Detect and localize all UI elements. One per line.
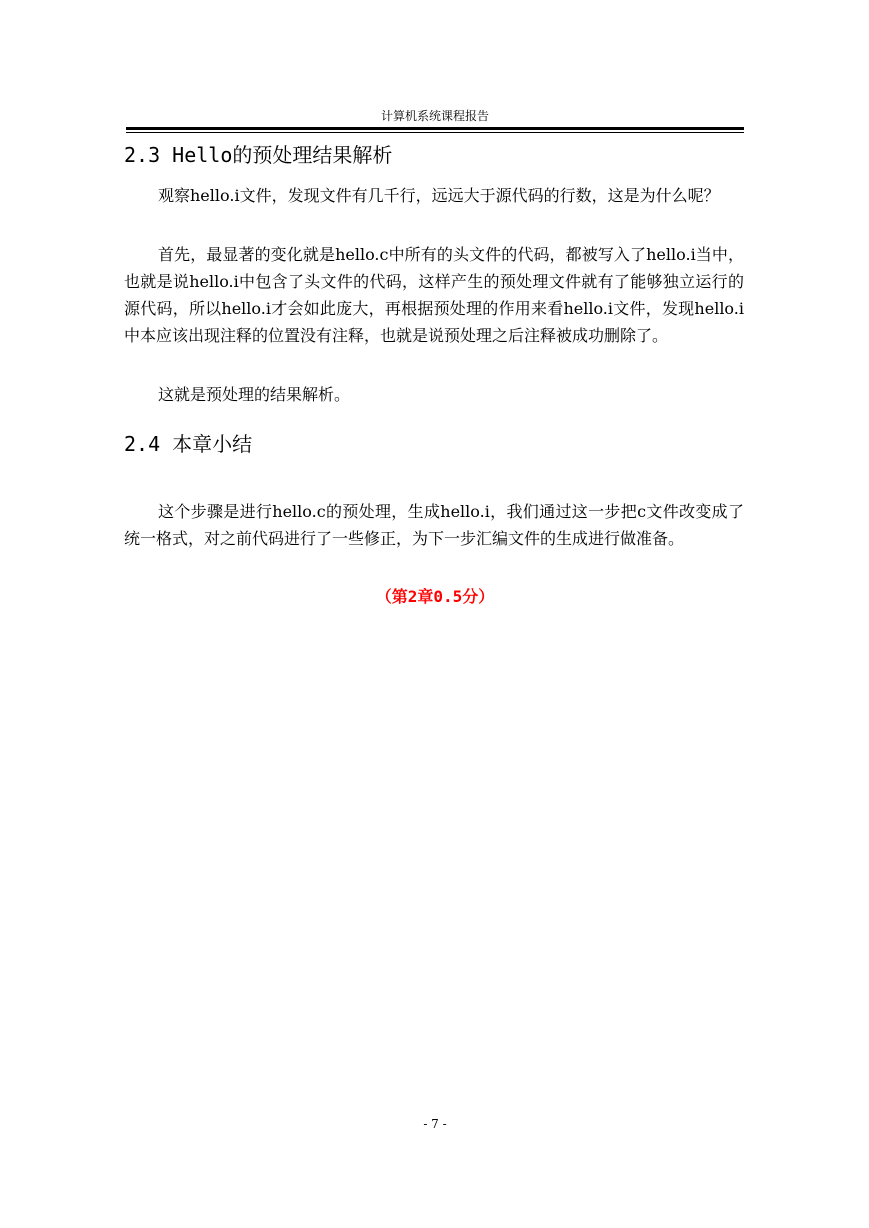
header-rule-thin <box>126 132 744 133</box>
page-header-title: 计算机系统课程报告 <box>380 109 489 123</box>
section-2-4-paragraph-1: 这个步骤是进行hello.c的预处理，生成hello.i，我们通过这一步把c文件改变成了统一格式，对之前代码进行了一些修正，为下一步汇编文件的生成进行做准备。 <box>124 502 744 548</box>
chapter-score-note: （第2章0.5分） <box>375 587 495 606</box>
section-2-3-paragraph-1: 观察hello.i文件，发现文件有几千行，远远大于源代码的行数，这是为什么呢？ <box>158 186 720 205</box>
section-heading-2-4: 2.4 本章小结 <box>124 432 253 456</box>
section-heading-2-3: 2.3 Hello的预处理结果解析 <box>124 143 393 167</box>
header-rule-thick <box>126 127 744 130</box>
section-2-3-paragraph-2: 首先，最显著的变化就是hello.c中所有的头文件的代码，都被写入了hello.i当中，也就是说hello.i中包含了头文件的代码，这样产生的预处理文件就有了能够独立运行的源代码，所以hello.i才会如此庞大，再根据预处理的作用来看hello.i文件，发现hello.i中本应该出现注释的位置没有注释，也就是说预处理之后注释被成功删除了。 <box>124 245 744 345</box>
page-number: - 7 - <box>423 1117 447 1131</box>
section-2-3-paragraph-3: 这就是预处理的结果解析。 <box>158 385 351 404</box>
